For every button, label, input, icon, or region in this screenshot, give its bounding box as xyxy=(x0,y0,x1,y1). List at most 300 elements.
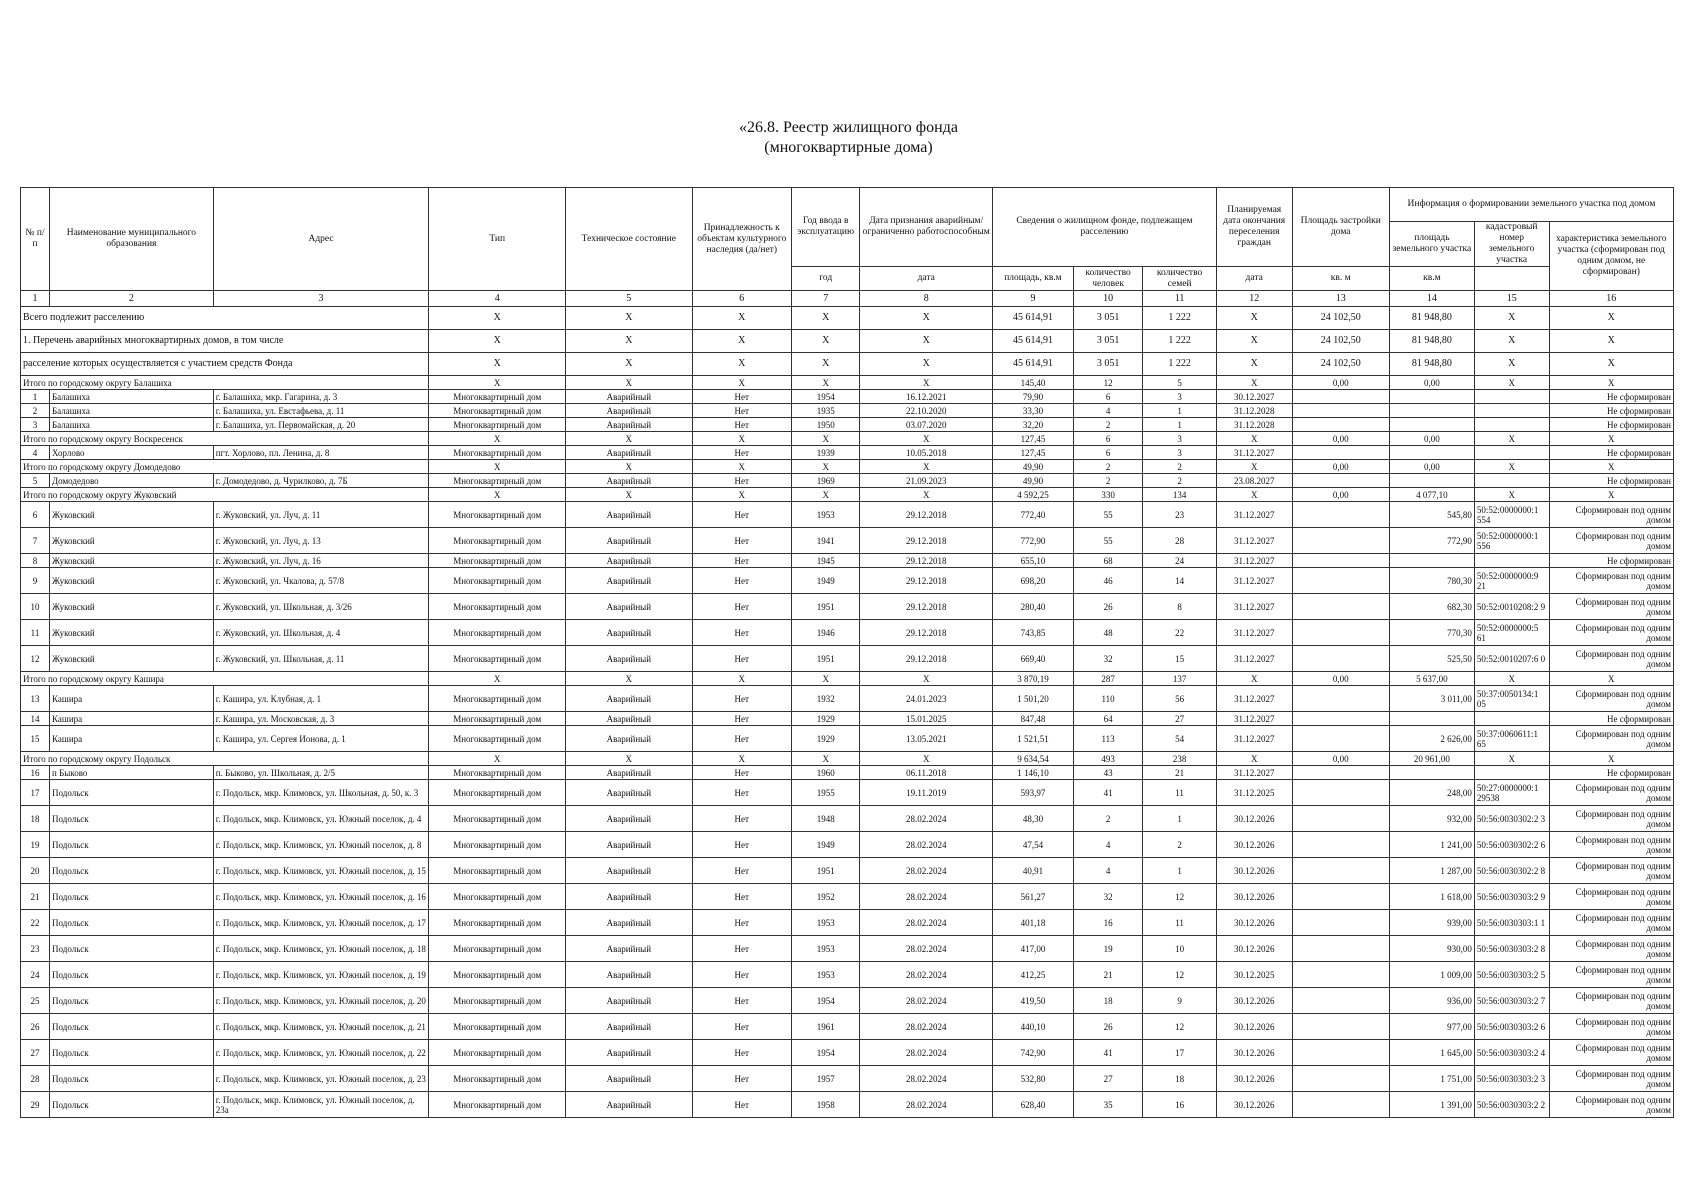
cell-c7: X xyxy=(792,330,860,353)
cell-c4: X xyxy=(429,488,566,502)
land-area-cell xyxy=(1389,446,1474,460)
recognition-date-cell: 28.02.2024 xyxy=(860,910,993,936)
cell-c8: X xyxy=(860,353,993,376)
families-cell: 22 xyxy=(1143,620,1217,646)
land-area-cell: 525,50 xyxy=(1389,646,1474,672)
cell-c7: X xyxy=(792,353,860,376)
families-cell: 14 xyxy=(1143,568,1217,594)
cell-c14: 5 637,00 xyxy=(1389,672,1474,686)
cell-c15: X xyxy=(1474,376,1549,390)
row-number: 18 xyxy=(21,806,50,832)
cadastral-cell: 50:56:0030303:2 6 xyxy=(1474,1014,1549,1040)
row-number: 11 xyxy=(21,620,50,646)
people-cell: 27 xyxy=(1073,1066,1142,1092)
year-cell: 1939 xyxy=(792,446,860,460)
row-label: Итого по городскому округу Жуковский xyxy=(21,488,429,502)
planned-date-cell: 31.12.2025 xyxy=(1216,780,1292,806)
cell-c10: 330 xyxy=(1073,488,1142,502)
table-row xyxy=(21,502,1674,528)
land-characteristic-cell: Сформирован под одним домом xyxy=(1549,910,1674,936)
subtotal-row xyxy=(21,460,1674,474)
year-cell: 1946 xyxy=(792,620,860,646)
type-cell: Многоквартирный дом xyxy=(429,806,566,832)
cell-c9: 49,90 xyxy=(993,460,1074,474)
build-area-cell xyxy=(1292,620,1389,646)
municipality-cell: Жуковский xyxy=(50,568,214,594)
cell-c12: X xyxy=(1216,488,1292,502)
table-header xyxy=(21,188,1674,307)
row-number: 27 xyxy=(21,1040,50,1066)
table-row xyxy=(21,554,1674,568)
state-cell: Аварийный xyxy=(566,1040,692,1066)
cell-c8: X xyxy=(860,752,993,766)
year-cell: 1957 xyxy=(792,1066,860,1092)
cell-c10: 6 xyxy=(1073,432,1142,446)
heritage-cell: Нет xyxy=(692,686,791,712)
year-cell: 1951 xyxy=(792,646,860,672)
build-area-cell xyxy=(1292,404,1389,418)
municipality-cell: Жуковский xyxy=(50,594,214,620)
type-cell: Многоквартирный дом xyxy=(429,474,566,488)
year-cell: 1953 xyxy=(792,962,860,988)
area-cell: 32,20 xyxy=(993,418,1074,432)
table-row xyxy=(21,712,1674,726)
year-cell: 1953 xyxy=(792,936,860,962)
people-cell: 18 xyxy=(1073,988,1142,1014)
year-cell: 1932 xyxy=(792,686,860,712)
table-row xyxy=(21,528,1674,554)
municipality-cell: Жуковский xyxy=(50,502,214,528)
header-land-info: Информация о формировании земельного участка под домом xyxy=(1389,188,1673,222)
families-cell: 11 xyxy=(1143,910,1217,936)
build-area-cell xyxy=(1292,884,1389,910)
cell-c9: 127,45 xyxy=(993,432,1074,446)
cell-c4: X xyxy=(429,353,566,376)
address-cell: г. Кашира, ул. Сергея Ионова, д. 1 xyxy=(213,726,429,752)
cell-c12: X xyxy=(1216,330,1292,353)
planned-date-cell: 31.12.2027 xyxy=(1216,446,1292,460)
cadastral-cell: 50:56:0030302:2 3 xyxy=(1474,806,1549,832)
cell-c16: X xyxy=(1549,376,1674,390)
people-cell: 4 xyxy=(1073,858,1142,884)
address-cell: г. Жуковский, ул. Школьная, д. 4 xyxy=(213,620,429,646)
year-cell: 1952 xyxy=(792,884,860,910)
planned-date-cell: 31.12.2027 xyxy=(1216,712,1292,726)
cell-c8: X xyxy=(860,307,993,330)
row-label: Всего подлежит расселению xyxy=(21,307,429,330)
subtotal-row xyxy=(21,488,1674,502)
municipality-cell: Подольск xyxy=(50,806,214,832)
table-row xyxy=(21,1014,1674,1040)
type-cell: Многоквартирный дом xyxy=(429,446,566,460)
heritage-cell: Нет xyxy=(692,884,791,910)
build-area-cell xyxy=(1292,1014,1389,1040)
state-cell: Аварийный xyxy=(566,766,692,780)
address-cell: г. Подольск, мкр. Климовск, ул. Южный поселок, д. 22 xyxy=(213,1040,429,1066)
families-cell: 18 xyxy=(1143,1066,1217,1092)
cell-c4: X xyxy=(429,307,566,330)
area-cell: 440,10 xyxy=(993,1014,1074,1040)
cadastral-cell xyxy=(1474,446,1549,460)
heritage-cell: Нет xyxy=(692,446,791,460)
land-characteristic-cell: Не сформирован xyxy=(1549,446,1674,460)
municipality-cell: п Быково xyxy=(50,766,214,780)
families-cell: 12 xyxy=(1143,1014,1217,1040)
row-number: 28 xyxy=(21,1066,50,1092)
build-area-cell xyxy=(1292,474,1389,488)
people-cell: 2 xyxy=(1073,806,1142,832)
planned-date-cell: 31.12.2027 xyxy=(1216,554,1292,568)
header-address: Адрес xyxy=(213,188,429,291)
area-cell: 743,85 xyxy=(993,620,1074,646)
type-cell: Многоквартирный дом xyxy=(429,1014,566,1040)
land-area-cell: 932,00 xyxy=(1389,806,1474,832)
municipality-cell: Подольск xyxy=(50,832,214,858)
state-cell: Аварийный xyxy=(566,474,692,488)
cell-c16: X xyxy=(1549,432,1674,446)
cell-c10: 12 xyxy=(1073,376,1142,390)
land-area-cell: 1 287,00 xyxy=(1389,858,1474,884)
state-cell: Аварийный xyxy=(566,646,692,672)
land-area-cell: 545,80 xyxy=(1389,502,1474,528)
unit-year: год xyxy=(792,267,860,291)
area-cell: 772,90 xyxy=(993,528,1074,554)
land-characteristic-cell: Не сформирован xyxy=(1549,766,1674,780)
cadastral-cell xyxy=(1474,474,1549,488)
cell-c15: X xyxy=(1474,307,1549,330)
heritage-cell: Нет xyxy=(692,988,791,1014)
cell-c14: 0,00 xyxy=(1389,460,1474,474)
people-cell: 26 xyxy=(1073,594,1142,620)
cadastral-cell xyxy=(1474,418,1549,432)
table-row xyxy=(21,1092,1674,1118)
land-characteristic-cell: Сформирован под одним домом xyxy=(1549,988,1674,1014)
land-characteristic-cell: Сформирован под одним домом xyxy=(1549,1040,1674,1066)
area-cell: 1 521,51 xyxy=(993,726,1074,752)
municipality-cell: Подольск xyxy=(50,884,214,910)
cadastral-cell: 50:56:0030303:2 4 xyxy=(1474,1040,1549,1066)
heritage-cell: Нет xyxy=(692,554,791,568)
cell-c8: X xyxy=(860,488,993,502)
people-cell: 6 xyxy=(1073,446,1142,460)
cell-c13: 0,00 xyxy=(1292,672,1389,686)
people-cell: 41 xyxy=(1073,1040,1142,1066)
cadastral-cell: 50:56:0030303:2 7 xyxy=(1474,988,1549,1014)
state-cell: Аварийный xyxy=(566,418,692,432)
families-cell: 12 xyxy=(1143,962,1217,988)
table-row xyxy=(21,1066,1674,1092)
heritage-cell: Нет xyxy=(692,390,791,404)
recognition-date-cell: 13.05.2021 xyxy=(860,726,993,752)
header-housing-info: Сведения о жилищном фонде, подлежащем расселению xyxy=(993,188,1217,267)
row-number: 12 xyxy=(21,646,50,672)
cell-c16: X xyxy=(1549,752,1674,766)
build-area-cell xyxy=(1292,726,1389,752)
heritage-cell: Нет xyxy=(692,962,791,988)
families-cell: 1 xyxy=(1143,858,1217,884)
row-number: 3 xyxy=(21,418,50,432)
municipality-cell: Домодедово xyxy=(50,474,214,488)
planned-date-cell: 30.12.2026 xyxy=(1216,1066,1292,1092)
cell-c10: 3 051 xyxy=(1073,353,1142,376)
year-cell: 1951 xyxy=(792,858,860,884)
land-area-cell xyxy=(1389,418,1474,432)
municipality-cell: Подольск xyxy=(50,910,214,936)
header-tech-state: Техническое состояние xyxy=(566,188,692,291)
address-cell: г. Балашиха, ул. Евстафьева, д. 11 xyxy=(213,404,429,418)
state-cell: Аварийный xyxy=(566,620,692,646)
row-label: Итого по городскому округу Воскресенск xyxy=(21,432,429,446)
cell-c16: X xyxy=(1549,460,1674,474)
address-cell: г. Жуковский, ул. Чкалова, д. 57/8 xyxy=(213,568,429,594)
area-cell: 79,90 xyxy=(993,390,1074,404)
cell-c8: X xyxy=(860,672,993,686)
year-cell: 1949 xyxy=(792,568,860,594)
cell-c12: X xyxy=(1216,353,1292,376)
row-number: 17 xyxy=(21,780,50,806)
land-area-cell: 1 618,00 xyxy=(1389,884,1474,910)
type-cell: Многоквартирный дом xyxy=(429,962,566,988)
recognition-date-cell: 24.01.2023 xyxy=(860,686,993,712)
recognition-date-cell: 28.02.2024 xyxy=(860,1066,993,1092)
row-label: Итого по городскому округу Кашира xyxy=(21,672,429,686)
cell-c8: X xyxy=(860,432,993,446)
cell-c12: X xyxy=(1216,752,1292,766)
table-row xyxy=(21,620,1674,646)
land-characteristic-cell: Сформирован под одним домом xyxy=(1549,858,1674,884)
municipality-cell: Подольск xyxy=(50,1066,214,1092)
municipality-cell: Подольск xyxy=(50,988,214,1014)
land-area-cell xyxy=(1389,712,1474,726)
area-cell: 412,25 xyxy=(993,962,1074,988)
year-cell: 1953 xyxy=(792,910,860,936)
heritage-cell: Нет xyxy=(692,832,791,858)
area-cell: 1 146,10 xyxy=(993,766,1074,780)
cell-c11: 2 xyxy=(1143,460,1217,474)
recognition-date-cell: 29.12.2018 xyxy=(860,620,993,646)
cell-c5: X xyxy=(566,460,692,474)
year-cell: 1954 xyxy=(792,1040,860,1066)
people-cell: 6 xyxy=(1073,390,1142,404)
year-cell: 1948 xyxy=(792,806,860,832)
colnum: 7 xyxy=(792,291,860,307)
type-cell: Многоквартирный дом xyxy=(429,1040,566,1066)
table-row xyxy=(21,594,1674,620)
cell-c4: X xyxy=(429,376,566,390)
planned-date-cell: 31.12.2027 xyxy=(1216,766,1292,780)
type-cell: Многоквартирный дом xyxy=(429,726,566,752)
type-cell: Многоквартирный дом xyxy=(429,554,566,568)
subtotal-row xyxy=(21,672,1674,686)
planned-date-cell: 30.12.2026 xyxy=(1216,884,1292,910)
build-area-cell xyxy=(1292,554,1389,568)
municipality-cell: Кашира xyxy=(50,712,214,726)
state-cell: Аварийный xyxy=(566,780,692,806)
cell-c16: X xyxy=(1549,488,1674,502)
address-cell: г. Подольск, мкр. Климовск, ул. Южный поселок, д. 15 xyxy=(213,858,429,884)
row-label: Итого по городскому округу Подольск xyxy=(21,752,429,766)
state-cell: Аварийный xyxy=(566,404,692,418)
recognition-date-cell: 29.12.2018 xyxy=(860,646,993,672)
cell-c6: X xyxy=(692,752,791,766)
planned-date-cell: 31.12.2027 xyxy=(1216,620,1292,646)
families-cell: 17 xyxy=(1143,1040,1217,1066)
recognition-date-cell: 28.02.2024 xyxy=(860,884,993,910)
land-area-cell: 2 626,00 xyxy=(1389,726,1474,752)
cell-c7: X xyxy=(792,488,860,502)
table-row xyxy=(21,910,1674,936)
area-cell: 532,80 xyxy=(993,1066,1074,1092)
recognition-date-cell: 28.02.2024 xyxy=(860,936,993,962)
type-cell: Многоквартирный дом xyxy=(429,646,566,672)
table-row xyxy=(21,806,1674,832)
build-area-cell xyxy=(1292,528,1389,554)
cell-c5: X xyxy=(566,330,692,353)
land-characteristic-cell: Сформирован под одним домом xyxy=(1549,594,1674,620)
year-cell: 1958 xyxy=(792,1092,860,1118)
row-number: 1 xyxy=(21,390,50,404)
planned-date-cell: 31.12.2027 xyxy=(1216,502,1292,528)
families-cell: 11 xyxy=(1143,780,1217,806)
cell-c16: X xyxy=(1549,353,1674,376)
cell-c11: 1 222 xyxy=(1143,307,1217,330)
colnum: 8 xyxy=(860,291,993,307)
cell-c7: X xyxy=(792,307,860,330)
land-area-cell: 939,00 xyxy=(1389,910,1474,936)
cadastral-cell: 50:52:0010207:6 0 xyxy=(1474,646,1549,672)
cell-c6: X xyxy=(692,460,791,474)
type-cell: Многоквартирный дом xyxy=(429,390,566,404)
cadastral-cell: 50:52:0000000:5 61 xyxy=(1474,620,1549,646)
cadastral-cell: 50:56:0030303:2 8 xyxy=(1474,936,1549,962)
address-cell: г. Подольск, мкр. Климовск, ул. Южный поселок, д. 8 xyxy=(213,832,429,858)
table-row xyxy=(21,936,1674,962)
cell-c6: X xyxy=(692,353,791,376)
planned-date-cell: 31.12.2028 xyxy=(1216,404,1292,418)
year-cell: 1969 xyxy=(792,474,860,488)
cadastral-cell: 50:56:0030303:2 3 xyxy=(1474,1066,1549,1092)
recognition-date-cell: 28.02.2024 xyxy=(860,988,993,1014)
land-characteristic-cell: Сформирован под одним домом xyxy=(1549,1092,1674,1118)
planned-date-cell: 30.12.2026 xyxy=(1216,858,1292,884)
heritage-cell: Нет xyxy=(692,418,791,432)
planned-date-cell: 31.12.2027 xyxy=(1216,594,1292,620)
type-cell: Многоквартирный дом xyxy=(429,1066,566,1092)
land-characteristic-cell: Не сформирован xyxy=(1549,474,1674,488)
header-heritage: Принадлежность к объектам культурного наследия (да/нет) xyxy=(692,188,791,291)
recognition-date-cell: 06.11.2018 xyxy=(860,766,993,780)
build-area-cell xyxy=(1292,910,1389,936)
area-cell: 593,97 xyxy=(993,780,1074,806)
row-number: 9 xyxy=(21,568,50,594)
area-cell: 419,50 xyxy=(993,988,1074,1014)
land-area-cell: 3 011,00 xyxy=(1389,686,1474,712)
table-row xyxy=(21,646,1674,672)
area-cell: 772,40 xyxy=(993,502,1074,528)
type-cell: Многоквартирный дом xyxy=(429,404,566,418)
cell-c4: X xyxy=(429,330,566,353)
people-cell: 48 xyxy=(1073,620,1142,646)
subtotal-row xyxy=(21,376,1674,390)
families-cell: 27 xyxy=(1143,712,1217,726)
state-cell: Аварийный xyxy=(566,726,692,752)
build-area-cell xyxy=(1292,832,1389,858)
row-number: 4 xyxy=(21,446,50,460)
state-cell: Аварийный xyxy=(566,936,692,962)
row-number: 6 xyxy=(21,502,50,528)
year-cell: 1949 xyxy=(792,832,860,858)
people-cell: 19 xyxy=(1073,936,1142,962)
row-number: 26 xyxy=(21,1014,50,1040)
families-cell: 28 xyxy=(1143,528,1217,554)
unit-date: дата xyxy=(860,267,993,291)
cell-c14: 81 948,80 xyxy=(1389,353,1474,376)
heritage-cell: Нет xyxy=(692,806,791,832)
state-cell: Аварийный xyxy=(566,1066,692,1092)
cell-c4: X xyxy=(429,752,566,766)
build-area-cell xyxy=(1292,502,1389,528)
type-cell: Многоквартирный дом xyxy=(429,568,566,594)
state-cell: Аварийный xyxy=(566,1014,692,1040)
header-num: № п/п xyxy=(21,188,50,291)
cell-c7: X xyxy=(792,376,860,390)
cell-c13: 0,00 xyxy=(1292,488,1389,502)
year-cell: 1953 xyxy=(792,502,860,528)
unit-area: площадь, кв.м xyxy=(993,267,1074,291)
colnum: 1 xyxy=(21,291,50,307)
build-area-cell xyxy=(1292,988,1389,1014)
planned-date-cell: 31.12.2027 xyxy=(1216,726,1292,752)
cadastral-cell: 50:52:0010208:2 9 xyxy=(1474,594,1549,620)
municipality-cell: Хорлово xyxy=(50,446,214,460)
type-cell: Многоквартирный дом xyxy=(429,712,566,726)
heritage-cell: Нет xyxy=(692,936,791,962)
type-cell: Многоквартирный дом xyxy=(429,832,566,858)
year-cell: 1935 xyxy=(792,404,860,418)
cell-c14: 0,00 xyxy=(1389,432,1474,446)
land-area-cell: 248,00 xyxy=(1389,780,1474,806)
type-cell: Многоквартирный дом xyxy=(429,620,566,646)
address-cell: г. Подольск, мкр. Климовск, ул. Южный поселок, д. 20 xyxy=(213,988,429,1014)
table-row xyxy=(21,780,1674,806)
land-area-cell: 1 241,00 xyxy=(1389,832,1474,858)
type-cell: Многоквартирный дом xyxy=(429,988,566,1014)
families-cell: 2 xyxy=(1143,832,1217,858)
planned-date-cell: 31.12.2027 xyxy=(1216,686,1292,712)
colnum: 2 xyxy=(50,291,214,307)
planned-date-cell: 30.12.2025 xyxy=(1216,962,1292,988)
row-number: 29 xyxy=(21,1092,50,1118)
land-characteristic-cell: Сформирован под одним домом xyxy=(1549,502,1674,528)
address-cell: г. Кашира, ул. Московская, д. 3 xyxy=(213,712,429,726)
families-cell: 3 xyxy=(1143,390,1217,404)
address-cell: пгт. Хорлово, пл. Ленина, д. 8 xyxy=(213,446,429,460)
header-type: Тип xyxy=(429,188,566,291)
area-cell: 561,27 xyxy=(993,884,1074,910)
state-cell: Аварийный xyxy=(566,1092,692,1118)
municipality-cell: Балашиха xyxy=(50,390,214,404)
families-cell: 8 xyxy=(1143,594,1217,620)
families-cell: 23 xyxy=(1143,502,1217,528)
cell-c15: X xyxy=(1474,353,1549,376)
table-row xyxy=(21,858,1674,884)
municipality-cell: Подольск xyxy=(50,936,214,962)
state-cell: Аварийный xyxy=(566,686,692,712)
land-area-cell: 1 751,00 xyxy=(1389,1066,1474,1092)
state-cell: Аварийный xyxy=(566,884,692,910)
state-cell: Аварийный xyxy=(566,594,692,620)
families-cell: 24 xyxy=(1143,554,1217,568)
